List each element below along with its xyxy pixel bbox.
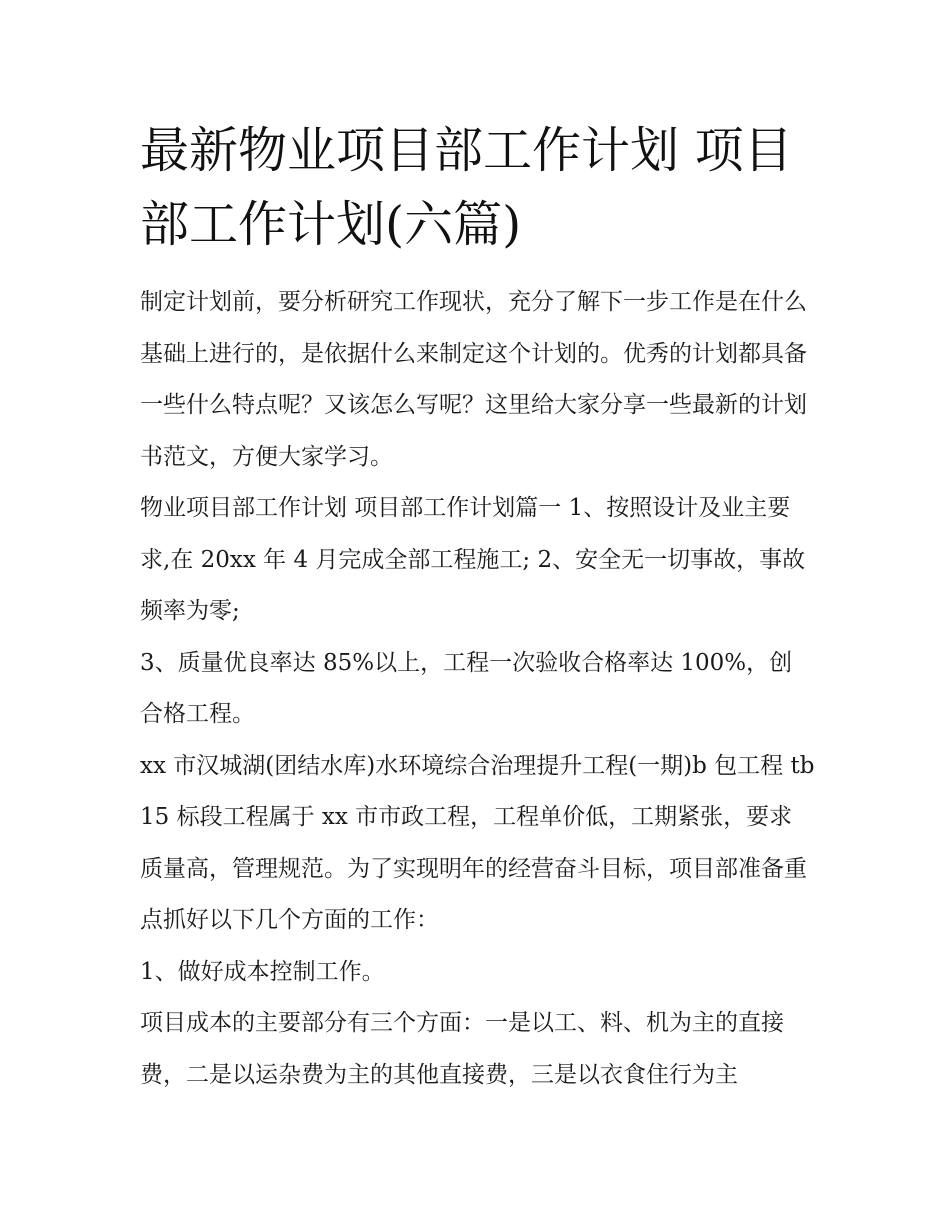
paragraph-intro: 制定计划前，要分析研究工作现状，充分了解下一步工作是在什么基础上进行的，是依据什么来制定这个计划的。优秀的计划都具备一些什么特点呢？又该怎么写呢？这里给大家分享一些最新的计划书范文，方便大家学习。 [140,289,807,470]
paragraph-quality-target: 3、质量优良率达 85%以上，工程一次验收合格率达 100%，创合格工程。 [140,649,793,727]
paragraph-project-overview: xx 市汉城湖(团结水库)水环境综合治理提升工程(一期)b 包工程 tb15 标段工程属于 xx 市市政工程，工程单价低，工期紧张，要求质量高，管理规范。为了实现明年的经营奋斗目标，项目部准备重点抓好以下几个方面的工作： [140,752,815,933]
paragraph-plan-part-one: 物业项目部工作计划 项目部工作计划篇一 1、按照设计及业主要求,在 20xx 年 4 月完成全部工程施工; 2、安全无一切事故，事故频率为零; [140,495,806,624]
paragraph-cost-components: 项目成本的主要部分有三个方面：一是以工、料、机为主的直接费，二是以运杂费为主的其他直接费，三是以衣食住行为主 [140,1010,784,1088]
document-body [140,277,815,1101]
paragraph-cost-control-heading: 1、做好成本控制工作。 [140,958,385,985]
document-title: 最新物业项目部工作计划 项目部工作计划(六篇) [140,122,793,253]
